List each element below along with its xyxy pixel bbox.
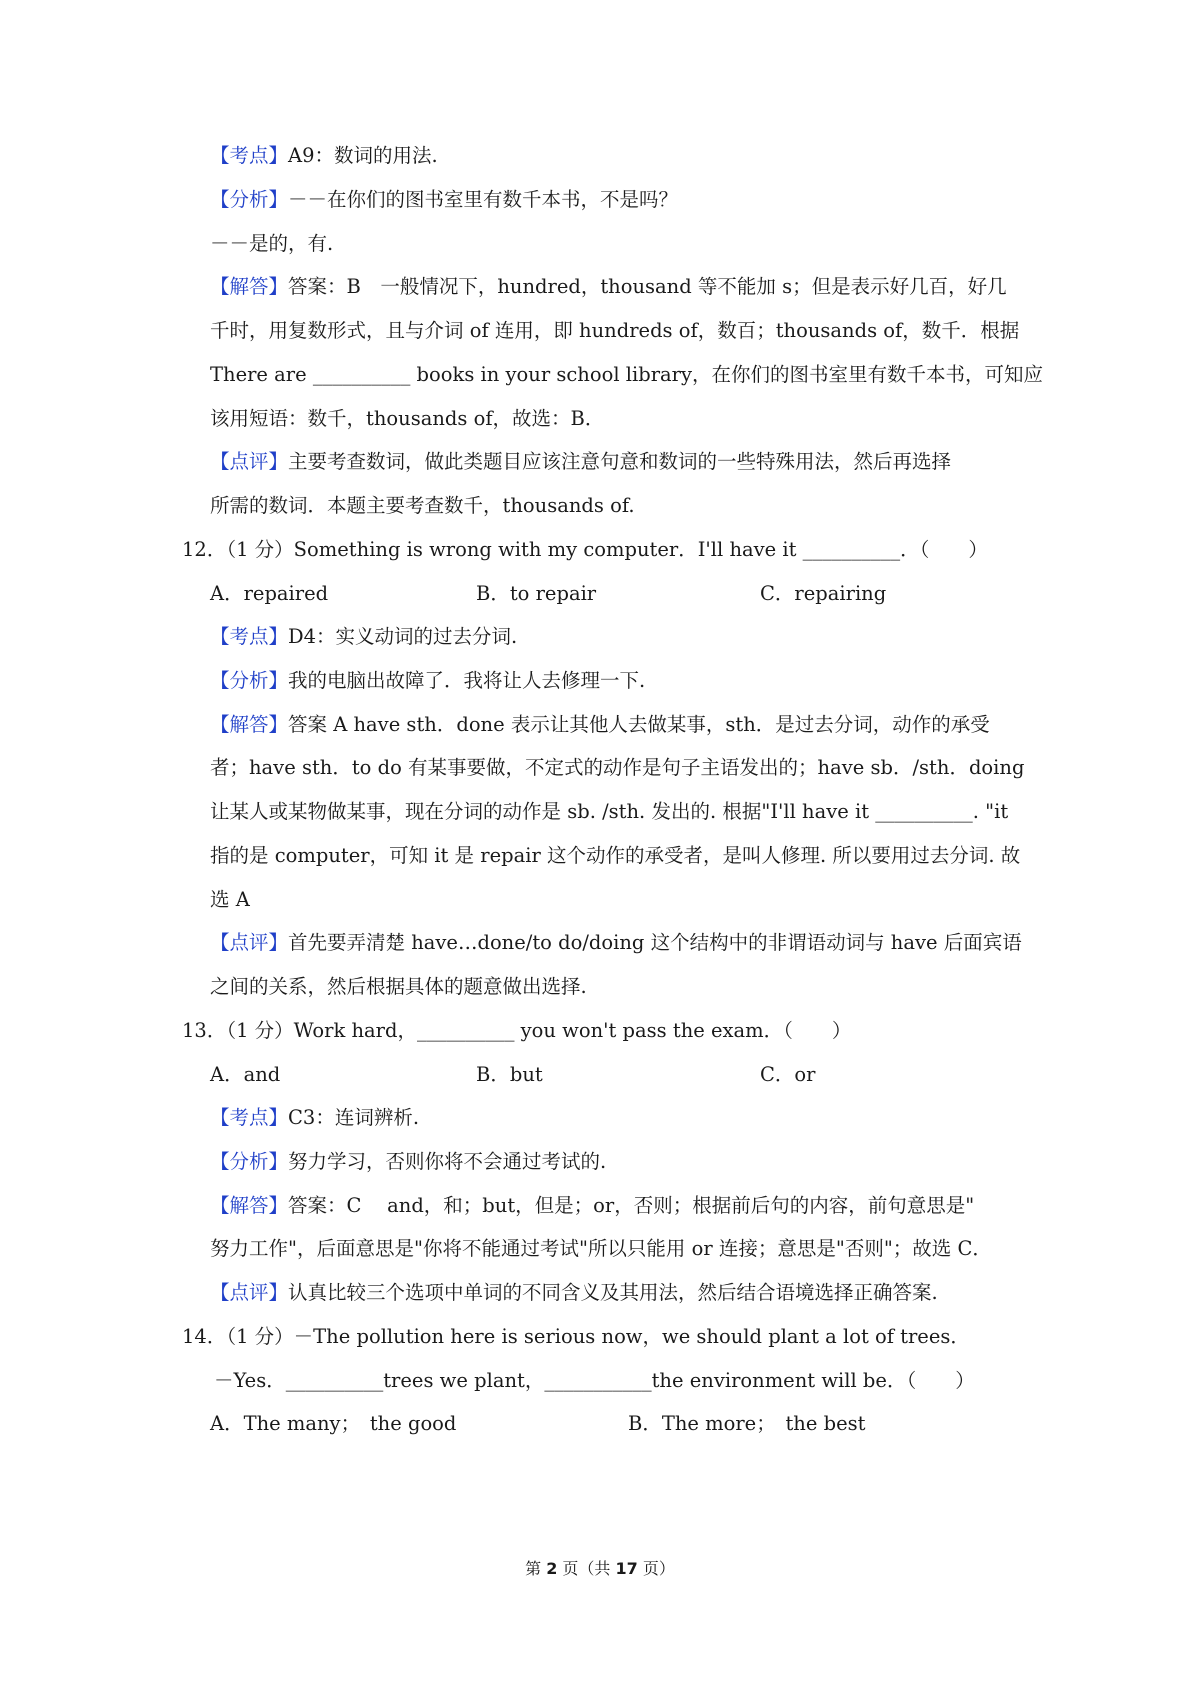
q11-jieda-text-4: 该用短语：数千，thousands of，故选：B．	[210, 407, 605, 430]
footer-prefix: 第	[525, 1559, 547, 1578]
jieda-tag: 【解答】	[210, 713, 289, 736]
footer-page-number: 2	[546, 1559, 558, 1578]
q12-jieda-line	[210, 710, 990, 740]
q12-dianping-text-2: 之间的关系，然后根据具体的题意做出选择.	[210, 975, 587, 998]
q11-jieda-text: 答案：B 一般情况下，hundred，thousand 等不能加 s；但是表示好几百，好几	[288, 275, 1007, 298]
q13-kaodian-line	[210, 1103, 419, 1133]
q13-stem: 13．（1 分）Work hard，__________ you won't pass the exam．（ ）	[182, 1019, 852, 1042]
q13-dianping-line	[210, 1278, 938, 1308]
dianping-tag: 【点评】	[210, 450, 289, 473]
q13-option-a: A．and	[210, 1063, 281, 1086]
q12-kaodian-text: D4：实义动词的过去分词.	[288, 625, 518, 648]
footer-mid: 页（共	[557, 1559, 616, 1578]
q13-fenxi-text: 努力学习，否则你将不会通过考试的.	[288, 1150, 607, 1173]
q13-fenxi-line	[210, 1147, 606, 1177]
q12-dianping-line	[210, 928, 1022, 958]
q12-stem: 12．（1 分）Something is wrong with my computer．I'll have it __________．（ ）	[182, 538, 988, 561]
q11-fenxi-text-2: －－是的，有.	[210, 232, 334, 255]
dianping-tag: 【点评】	[210, 931, 289, 954]
q12-option-a: A．repaired	[210, 582, 329, 605]
q13-kaodian-text: C3：连词辨析.	[288, 1106, 420, 1129]
kaodian-tag: 【考点】	[210, 625, 289, 648]
footer-total-pages: 17	[615, 1559, 638, 1578]
q14-stem-line-2: －Yes．__________trees we plant，___________the environment will be．（ ）	[214, 1369, 975, 1392]
page-footer	[0, 1558, 1200, 1580]
q12-jieda-text-3: 让某人或某物做某事，现在分词的动作是 sb. /sth. 发出的. 根据"I'll have it __________. "it	[210, 800, 1009, 823]
q14-option-b: B．The more； the best	[628, 1412, 866, 1435]
q11-dianping-text-2: 所需的数词．本题主要考查数千，thousands of.	[210, 494, 635, 517]
q12-fenxi-line	[210, 666, 645, 696]
q12-fenxi-text: 我的电脑出故障了．我将让人去修理一下.	[288, 669, 646, 692]
q12-jieda-text: 答案 A have sth．done 表示让其他人去做某事，sth．是过去分词，动作的承受	[288, 713, 990, 736]
kaodian-tag: 【考点】	[210, 144, 289, 167]
q12-option-b: B．to repair	[476, 582, 597, 605]
q11-kaodian-line	[210, 141, 438, 171]
q13-jieda-text-2: 努力工作"，后面意思是"你将不能通过考试"所以只能用 or 连接；意思是"否则"；故选 C．	[210, 1237, 992, 1260]
q13-option-b: B．but	[476, 1063, 543, 1086]
jieda-tag: 【解答】	[210, 1194, 289, 1217]
q11-jieda-line	[210, 272, 1007, 302]
q11-jieda-text-3: There are __________ books in your school library，在你们的图书室里有数千本书，可知应	[210, 363, 1044, 386]
q13-option-c: C．or	[760, 1063, 816, 1086]
q11-fenxi-text: －－在你们的图书室里有数千本书，不是吗？	[288, 188, 679, 211]
q12-dianping-text: 首先要弄清楚 have…done/to do/doing 这个结构中的非谓语动词与 have 后面宾语	[288, 931, 1022, 954]
footer-suffix: 页）	[637, 1559, 675, 1578]
fenxi-tag: 【分析】	[210, 1150, 289, 1173]
q11-jieda-text-2: 千时，用复数形式，且与介词 of 连用，即 hundreds of，数百；thousands of，数千．根据	[210, 319, 1020, 342]
q11-fenxi-line	[210, 185, 678, 215]
kaodian-tag: 【考点】	[210, 1106, 289, 1129]
q13-jieda-text: 答案：C and，和；but，但是；or，否则；根据前后句的内容，前句意思是"	[288, 1194, 975, 1217]
q12-kaodian-line	[210, 622, 517, 652]
q13-dianping-text: 认真比较三个选项中单词的不同含义及其用法，然后结合语境选择正确答案.	[288, 1281, 938, 1304]
q11-kaodian-text: A9：数词的用法.	[288, 144, 438, 167]
q11-dianping-text: 主要考查数词，做此类题目应该注意句意和数词的一些特殊用法，然后再选择	[288, 450, 952, 473]
q12-jieda-text-5: 选 A	[210, 888, 250, 911]
jieda-tag: 【解答】	[210, 275, 289, 298]
q12-option-c: C．repairing	[760, 582, 887, 605]
q14-option-a: A．The many； the good	[210, 1412, 457, 1435]
q12-jieda-text-4: 指的是 computer，可知 it 是 repair 这个动作的承受者，是叫人修理. 所以要用过去分词. 故	[210, 844, 1021, 867]
q11-dianping-line	[210, 447, 951, 477]
q13-jieda-line	[210, 1191, 974, 1221]
q12-jieda-text-2: 者；have sth．to do 有某事要做，不定式的动作是句子主语发出的；have sb．/sth．doing	[210, 756, 1025, 779]
dianping-tag: 【点评】	[210, 1281, 289, 1304]
q14-stem: 14．（1 分）－The pollution here is serious now，we should plant a lot of trees．	[182, 1325, 970, 1348]
fenxi-tag: 【分析】	[210, 188, 289, 211]
fenxi-tag: 【分析】	[210, 669, 289, 692]
